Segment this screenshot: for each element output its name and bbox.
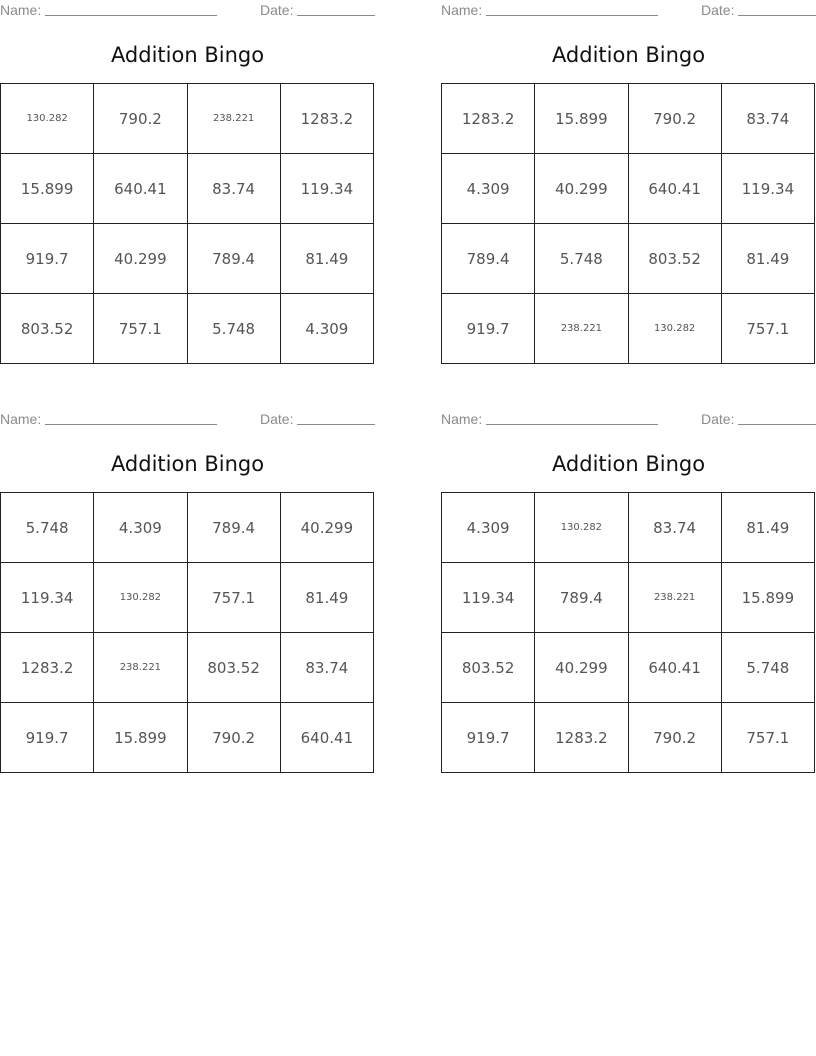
grid-cell: 4.309 — [442, 493, 535, 563]
grid-cell: 803.52 — [187, 633, 280, 703]
grid-row — [442, 493, 815, 563]
grid-cell: 81.49 — [280, 563, 373, 633]
card-title: Addition Bingo — [110, 43, 265, 67]
grid-cell: 119.34 — [721, 154, 814, 224]
grid-cell: 1283.2 — [1, 633, 94, 703]
date-label: Date: — [260, 411, 294, 427]
name-label: Name: — [441, 2, 483, 18]
grid-row — [1, 224, 374, 294]
grid-cell: 130.282 — [94, 563, 187, 633]
grid-cell: 790.2 — [187, 703, 280, 773]
grid-cell: 919.7 — [1, 224, 94, 294]
grid-cell: 919.7 — [1, 703, 94, 773]
date-label: Date: — [260, 2, 294, 18]
grid-row — [442, 224, 815, 294]
date-field-line — [297, 15, 375, 16]
grid-row — [1, 294, 374, 364]
grid-cell: 4.309 — [94, 493, 187, 563]
grid-cell: 640.41 — [628, 633, 721, 703]
name-field-line — [486, 424, 658, 425]
grid-cell: 640.41 — [280, 703, 373, 773]
grid-cell: 15.899 — [535, 84, 628, 154]
grid-cell: 238.221 — [187, 84, 280, 154]
date-label: Date: — [701, 2, 735, 18]
grid-row — [442, 633, 815, 703]
grid-cell: 4.309 — [280, 294, 373, 364]
grid-cell: 119.34 — [1, 563, 94, 633]
grid-cell: 83.74 — [280, 633, 373, 703]
name-label: Name: — [0, 2, 42, 18]
bingo-grid — [441, 492, 815, 773]
grid-cell: 40.299 — [535, 633, 628, 703]
grid-cell: 5.748 — [535, 224, 628, 294]
grid-cell: 130.282 — [535, 493, 628, 563]
grid-row — [442, 703, 815, 773]
grid-cell: 919.7 — [442, 703, 535, 773]
grid-row — [442, 84, 815, 154]
grid-row — [1, 633, 374, 703]
name-date-header — [441, 411, 816, 429]
grid-cell: 757.1 — [721, 703, 814, 773]
grid-cell: 15.899 — [94, 703, 187, 773]
grid-cell: 130.282 — [1, 84, 94, 154]
grid-row — [442, 294, 815, 364]
date-field-line — [738, 15, 816, 16]
bingo-grid — [0, 83, 374, 364]
grid-cell: 790.2 — [628, 703, 721, 773]
card-title: Addition Bingo — [551, 43, 706, 67]
grid-cell: 238.221 — [628, 563, 721, 633]
grid-cell: 757.1 — [721, 294, 814, 364]
grid-cell: 83.74 — [721, 84, 814, 154]
bingo-card — [0, 0, 375, 365]
bingo-grid — [0, 492, 374, 773]
grid-row — [1, 563, 374, 633]
name-field-line — [486, 15, 658, 16]
grid-cell: 40.299 — [94, 224, 187, 294]
grid-cell: 1283.2 — [442, 84, 535, 154]
bingo-card — [441, 409, 816, 774]
date-field-line — [738, 424, 816, 425]
grid-cell: 640.41 — [628, 154, 721, 224]
grid-cell: 40.299 — [535, 154, 628, 224]
grid-cell: 789.4 — [187, 224, 280, 294]
date-field-line — [297, 424, 375, 425]
grid-cell: 40.299 — [280, 493, 373, 563]
name-label: Name: — [441, 411, 483, 427]
grid-cell: 5.748 — [1, 493, 94, 563]
grid-cell: 5.748 — [187, 294, 280, 364]
grid-cell: 83.74 — [187, 154, 280, 224]
bingo-card — [441, 0, 816, 365]
grid-cell: 789.4 — [187, 493, 280, 563]
grid-cell: 919.7 — [442, 294, 535, 364]
date-label: Date: — [701, 411, 735, 427]
grid-cell: 130.282 — [628, 294, 721, 364]
grid-row — [1, 703, 374, 773]
bingo-card — [0, 409, 375, 774]
grid-cell: 789.4 — [535, 563, 628, 633]
name-date-header — [0, 2, 375, 20]
grid-cell: 803.52 — [442, 633, 535, 703]
grid-cell: 1283.2 — [280, 84, 373, 154]
grid-row — [442, 563, 815, 633]
grid-cell: 757.1 — [187, 563, 280, 633]
grid-cell: 81.49 — [721, 493, 814, 563]
name-field-line — [45, 424, 217, 425]
grid-row — [1, 493, 374, 563]
grid-cell: 803.52 — [628, 224, 721, 294]
grid-cell: 790.2 — [94, 84, 187, 154]
grid-cell: 83.74 — [628, 493, 721, 563]
grid-cell: 238.221 — [535, 294, 628, 364]
grid-cell: 81.49 — [280, 224, 373, 294]
grid-cell: 238.221 — [94, 633, 187, 703]
name-date-header — [441, 2, 816, 20]
grid-row — [442, 154, 815, 224]
grid-row — [1, 154, 374, 224]
grid-cell: 15.899 — [721, 563, 814, 633]
name-date-header — [0, 411, 375, 429]
grid-cell: 757.1 — [94, 294, 187, 364]
name-label: Name: — [0, 411, 42, 427]
grid-cell: 1283.2 — [535, 703, 628, 773]
grid-cell: 81.49 — [721, 224, 814, 294]
grid-cell: 119.34 — [280, 154, 373, 224]
grid-cell: 640.41 — [94, 154, 187, 224]
card-title: Addition Bingo — [110, 452, 265, 476]
grid-cell: 4.309 — [442, 154, 535, 224]
card-title: Addition Bingo — [551, 452, 706, 476]
bingo-grid — [441, 83, 815, 364]
grid-cell: 789.4 — [442, 224, 535, 294]
grid-cell: 5.748 — [721, 633, 814, 703]
name-field-line — [45, 15, 217, 16]
grid-cell: 15.899 — [1, 154, 94, 224]
grid-cell: 790.2 — [628, 84, 721, 154]
grid-row — [1, 84, 374, 154]
grid-cell: 803.52 — [1, 294, 94, 364]
grid-cell: 119.34 — [442, 563, 535, 633]
